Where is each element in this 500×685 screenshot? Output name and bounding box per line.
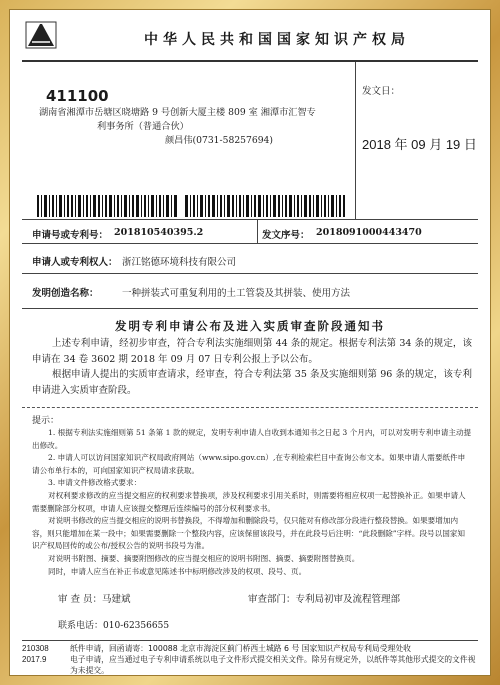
tip-item: 对权利要求修改的应当提交相应的权利要求替换项，涉及权利要求引用关系时，则需要将相应权项一起替换补正。如果申请人需要删除部分权项，申请人应该提交整理后连续编号的部分权利要求书。: [32, 490, 466, 513]
row-divider: [257, 219, 258, 243]
app-no-value: 201810540395.2: [114, 227, 204, 238]
examiner-label: 审 查 员：: [58, 594, 103, 605]
barcode-left: [37, 195, 177, 217]
contact-phone: [58, 618, 169, 631]
tip-item: 3. 申请文件修改格式要求：: [48, 478, 142, 488]
office-title: 中华人民共和国国家知识产权局: [144, 32, 410, 48]
footer-paper-filing: 纸件申请，回函请寄：100088 北京市海淀区蓟门桥西土城路 6 号 国家知识产权局专利局受理处收: [70, 644, 411, 653]
serial-label: 发文序号：: [262, 230, 310, 241]
address-divider: [355, 62, 356, 220]
tip-item: 同时，申请人应当在补正书或意见陈述书中标明修改涉及的权项、段号、页。: [48, 566, 307, 576]
serial-value: 2018091000443470: [316, 227, 422, 238]
tips-label: 提示：: [32, 416, 60, 426]
invention-row: [22, 273, 478, 309]
address-line-1: 湖南省湘潭市岳塘区晓塘路 9 号创新大厦主楼 809 室 湘潭市汇智专: [39, 107, 316, 118]
notice-paragraph-1: 上述专利申请，经初步审查，符合专利法实施细则第 44 条的规定。根据专利法第 34 条的规定，该申请在 34 卷 3602 期 2018 年 09 月 07 日专利公报上予以公布。: [32, 338, 472, 365]
footer-divider: [22, 640, 478, 641]
tip-item: 2. 申请人可以访问国家知识产权局政府网站（www.sipo.gov.cn）,在专利检索栏目中查询公布文本。如果申请人需要纸件申请公布单行本的，可向国家知识产权局请求获取。: [32, 453, 466, 475]
recipient-address: [39, 106, 339, 148]
department-signature: [248, 591, 400, 605]
tips-list: [32, 427, 472, 578]
address-line-2: 利事务所（普通合伙）: [97, 121, 189, 132]
dept-label: 审查部门：: [248, 594, 296, 605]
barcode-right: [185, 195, 345, 217]
applicant-row: [22, 243, 478, 274]
document-header: [22, 15, 478, 62]
send-date-label: 发文日：: [362, 86, 401, 97]
tips-divider: [22, 407, 478, 409]
form-code: 210308: [22, 644, 49, 653]
postal-code: 411100: [46, 87, 109, 105]
applicant-value: 浙江铭德环境科技有限公司: [122, 257, 237, 268]
invention-label: 发明创造名称：: [32, 288, 99, 299]
application-number-row: [22, 219, 478, 244]
tip-item: 1. 根据专利法实施细则第 51 条第 1 款的规定，发明专利申请人自收到本通知书之日起 3 个月内，可以对发明专利申请主动提出修改。: [32, 428, 472, 450]
address-line-3: 颜昌伟(0731-58257694): [165, 135, 273, 146]
phone-value: 010-62356655: [103, 621, 170, 631]
applicant-label: 申请人或专利权人：: [32, 257, 118, 268]
cnipa-emblem-icon: [24, 18, 58, 52]
invention-value: 一种拼装式可重复利用的土工管袋及其拼装、使用方法: [122, 288, 351, 299]
document: [22, 15, 478, 675]
dept-name: 专利局初审及流程管理部: [295, 594, 401, 605]
tip-item: 对说明书修改的应当提交相应的说明书替换段，不得增加和删除段号，仅只能对有修改部分段进行整段替换。如果要增加内容，则只能增加在某一段中；如果需要删除一个整段内容，应该保留该段号，并在此段号后注明：“此段删除”字样。段号以国家知识产权局回传的或公布/授权公告的说明书段号为准。: [32, 516, 466, 551]
phone-label: 联系电话：: [58, 621, 104, 631]
notice-paragraph-2: 根据申请人提出的实质审查请求，经审查，符合专利法第 35 条及实施细则第 96 条的规定，该专利申请进入实质审查阶段。: [32, 369, 472, 396]
form-version: 2017.9: [22, 655, 47, 664]
footer-electronic-filing: 电子申请，应当通过电子专利申请系统以电子文件形式提交相关文件。除另有规定外，以纸件等其他形式提交的文件视为未提交。: [70, 655, 476, 675]
tip-item: 对说明书附图、摘要、摘要附图修改的应当提交相应的说明书附图、摘要、摘要附图替换页。: [48, 553, 360, 563]
send-date: 2018 年 09 月 19 日: [362, 137, 477, 152]
examiner-name: 马建斌: [102, 594, 131, 605]
app-no-label: 申请号或专利号：: [32, 230, 109, 241]
examiner-signature: [58, 591, 131, 605]
notice-title: 发明专利申请公布及进入实质审查阶段通知书: [115, 319, 385, 333]
